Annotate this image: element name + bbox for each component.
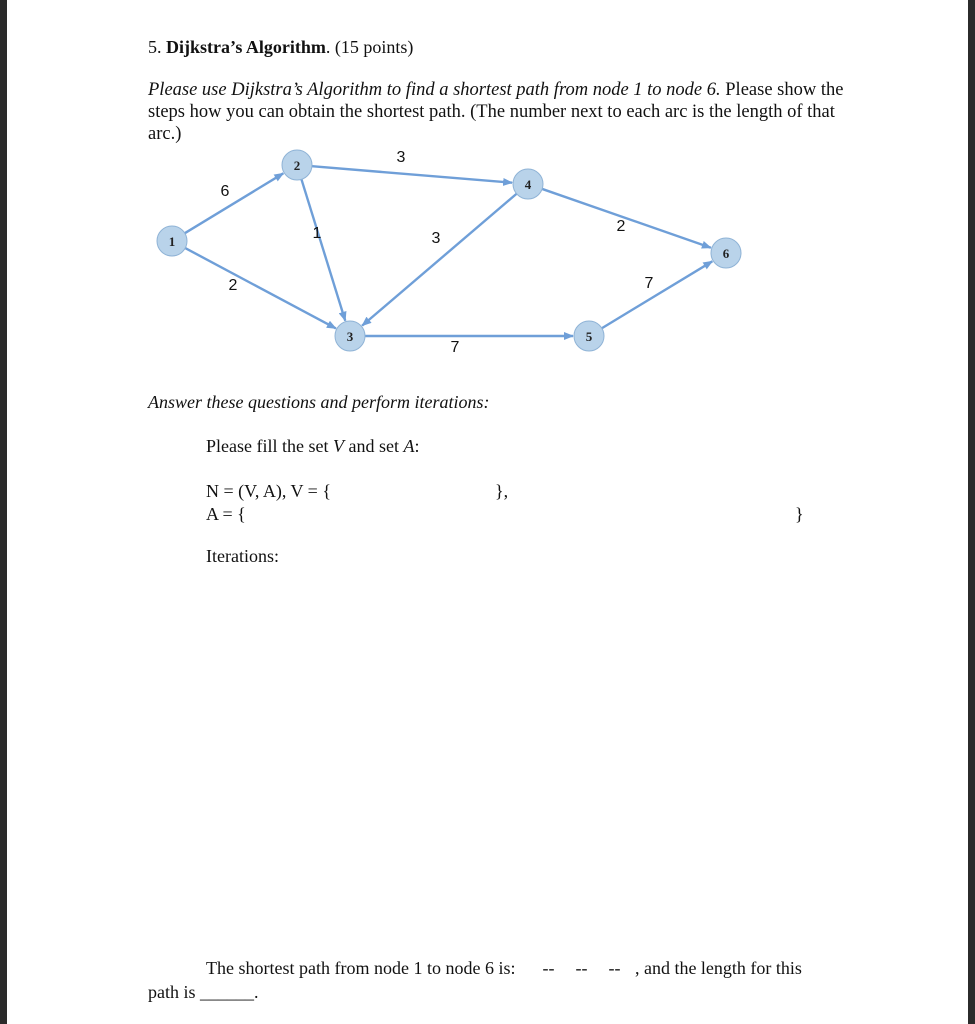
question-title-bold: Dijkstra’s Algorithm xyxy=(166,37,326,57)
arc-length-2-4: 3 xyxy=(396,149,406,166)
arc-length-1-3: 2 xyxy=(228,277,238,294)
arc-1-3 xyxy=(185,248,336,328)
arc-2-3 xyxy=(301,179,345,320)
question-prompt: Please use Dijkstra’s Algorithm to find a shortest path from node 1 to node 6. Please show the steps how you can obtain the shortest path. (The number next to each arc is the length of that arc.) xyxy=(148,80,844,144)
node-label-1: 1 xyxy=(168,234,176,249)
a-set-definition: A = { xyxy=(206,504,246,524)
arc-length-2-3: 1 xyxy=(312,225,322,242)
blank-3: -- xyxy=(608,958,621,978)
arc-5-6 xyxy=(602,261,712,328)
node-label-4: 4 xyxy=(524,177,532,192)
network-diagram xyxy=(7,140,968,380)
arc-4-3 xyxy=(362,194,516,326)
document-page xyxy=(7,0,968,1024)
v-set-close: }, xyxy=(495,481,509,501)
question-title: 5. Dijkstra’s Algorithm. (15 points) xyxy=(148,37,414,57)
answer-heading: Answer these questions and perform iterations: xyxy=(148,392,490,412)
arc-length-4-3: 3 xyxy=(431,230,441,247)
node-label-5: 5 xyxy=(585,329,593,344)
node-label-2: 2 xyxy=(293,158,301,173)
arc-4-6 xyxy=(542,189,711,248)
arc-2-4 xyxy=(312,166,512,182)
blank-1: -- xyxy=(542,958,555,978)
node-label-3: 3 xyxy=(346,329,354,344)
arc-length-4-6: 2 xyxy=(616,218,626,235)
arc-length-3-5: 7 xyxy=(450,339,460,356)
blank-2: -- xyxy=(575,958,588,978)
arc-1-2 xyxy=(185,173,284,233)
path-length-line: path is ______. xyxy=(148,982,259,1002)
iterations-label: Iterations: xyxy=(206,546,279,566)
node-label-6: 6 xyxy=(722,246,730,261)
shortest-path-line: The shortest path from node 1 to node 6 is: -- -- -- , and the length for this xyxy=(206,958,802,978)
fill-sets-instruction: Please fill the set V and set A: xyxy=(206,436,420,456)
length-blank: ______ xyxy=(200,982,254,1002)
a-set-close: } xyxy=(795,504,804,524)
arc-length-1-2: 6 xyxy=(220,183,230,200)
network-definition: N = (V, A), V = { xyxy=(206,481,331,501)
arc-length-5-6: 7 xyxy=(644,275,654,292)
